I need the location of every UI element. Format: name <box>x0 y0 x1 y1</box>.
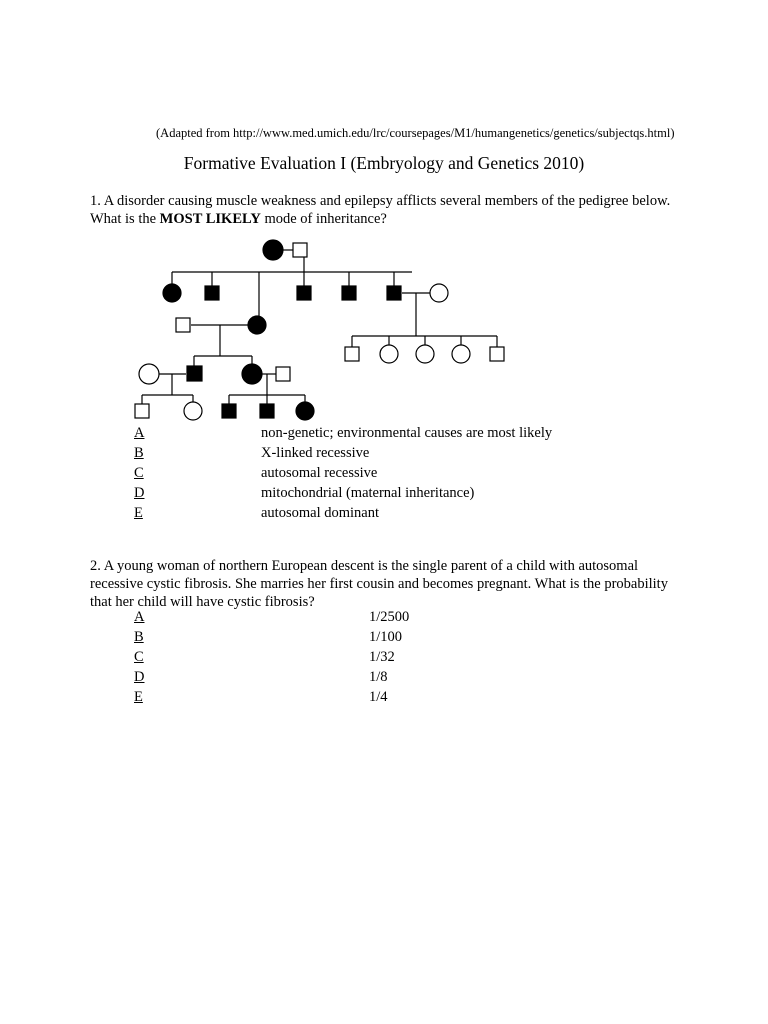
pedigree-affected-male <box>260 404 274 418</box>
pedigree-affected-female <box>296 402 314 420</box>
pedigree-unaffected-male <box>176 318 190 332</box>
q1-option-b-letter[interactable]: B <box>134 445 144 461</box>
pedigree-chart <box>0 0 768 430</box>
q1-option-b-text: X-linked recessive <box>261 445 370 461</box>
page-title: Formative Evaluation I (Embryology and Genetics 2010) <box>183 153 585 173</box>
q2-option-c-text: 1/32 <box>369 649 395 665</box>
q2-option-d-letter[interactable]: D <box>134 669 145 685</box>
pedigree-unaffected-male <box>490 347 504 361</box>
question-1-emphasis: MOST LIKELY <box>159 211 261 227</box>
q2-option-a-text: 1/2500 <box>369 609 410 625</box>
question-1-text-after: mode of inheritance? <box>260 211 387 227</box>
q2-option-e-letter[interactable]: E <box>134 689 143 705</box>
question-1-text-before: 1. A disorder causing muscle weakness and epilepsy afflicts several members of the pedigree below. What is the <box>90 193 671 227</box>
question-2-text: 2. A young woman of northern European descent is the single parent of a child with autosomal recessive cystic fibrosis. She marries her first cousin and becomes pregnant. What is the probability that her child will have cystic fibrosis? <box>90 558 668 610</box>
pedigree-affected-male <box>222 404 236 418</box>
pedigree-affected-male <box>342 286 356 300</box>
pedigree-unaffected-female <box>452 345 470 363</box>
q2-option-c-letter[interactable]: C <box>134 649 144 665</box>
pedigree-affected-female <box>248 316 266 334</box>
pedigree-members <box>135 240 504 420</box>
q2-option-b-letter[interactable]: B <box>134 629 144 645</box>
q1-option-c-letter[interactable]: C <box>134 465 144 481</box>
pedigree-affected-female <box>242 364 262 384</box>
q1-option-a-letter[interactable]: A <box>134 425 145 441</box>
pedigree-unaffected-male <box>135 404 149 418</box>
q1-option-a-text: non-genetic; environmental causes are most likely <box>261 425 553 441</box>
q1-option-e-text: autosomal dominant <box>261 505 379 521</box>
pedigree-affected-female <box>263 240 283 260</box>
q2-option-e-text: 1/4 <box>369 689 388 705</box>
source-note: (Adapted from http://www.med.umich.edu/lrc/coursepages/M1/humangenetics/genetics/subjectqs.html) <box>156 126 675 140</box>
q1-option-e-letter[interactable]: E <box>134 505 143 521</box>
pedigree-affected-female <box>163 284 181 302</box>
pedigree-affected-male <box>387 286 401 300</box>
pedigree-unaffected-female <box>416 345 434 363</box>
q1-option-d-text: mitochondrial (maternal inheritance) <box>261 485 475 501</box>
q2-option-b-text: 1/100 <box>369 629 403 645</box>
q2-option-a-letter[interactable]: A <box>134 609 145 625</box>
q2-option-d-text: 1/8 <box>369 669 388 685</box>
pedigree-unaffected-male <box>345 347 359 361</box>
pedigree-unaffected-female <box>184 402 202 420</box>
pedigree-unaffected-male <box>276 367 290 381</box>
pedigree-unaffected-female <box>139 364 159 384</box>
pedigree-affected-male <box>187 366 202 381</box>
pedigree-affected-male <box>205 286 219 300</box>
q1-option-d-letter[interactable]: D <box>134 485 145 501</box>
pedigree-unaffected-female <box>430 284 448 302</box>
pedigree-unaffected-male <box>293 243 307 257</box>
pedigree-unaffected-female <box>380 345 398 363</box>
q1-option-c-text: autosomal recessive <box>261 465 378 481</box>
pedigree-affected-male <box>297 286 311 300</box>
